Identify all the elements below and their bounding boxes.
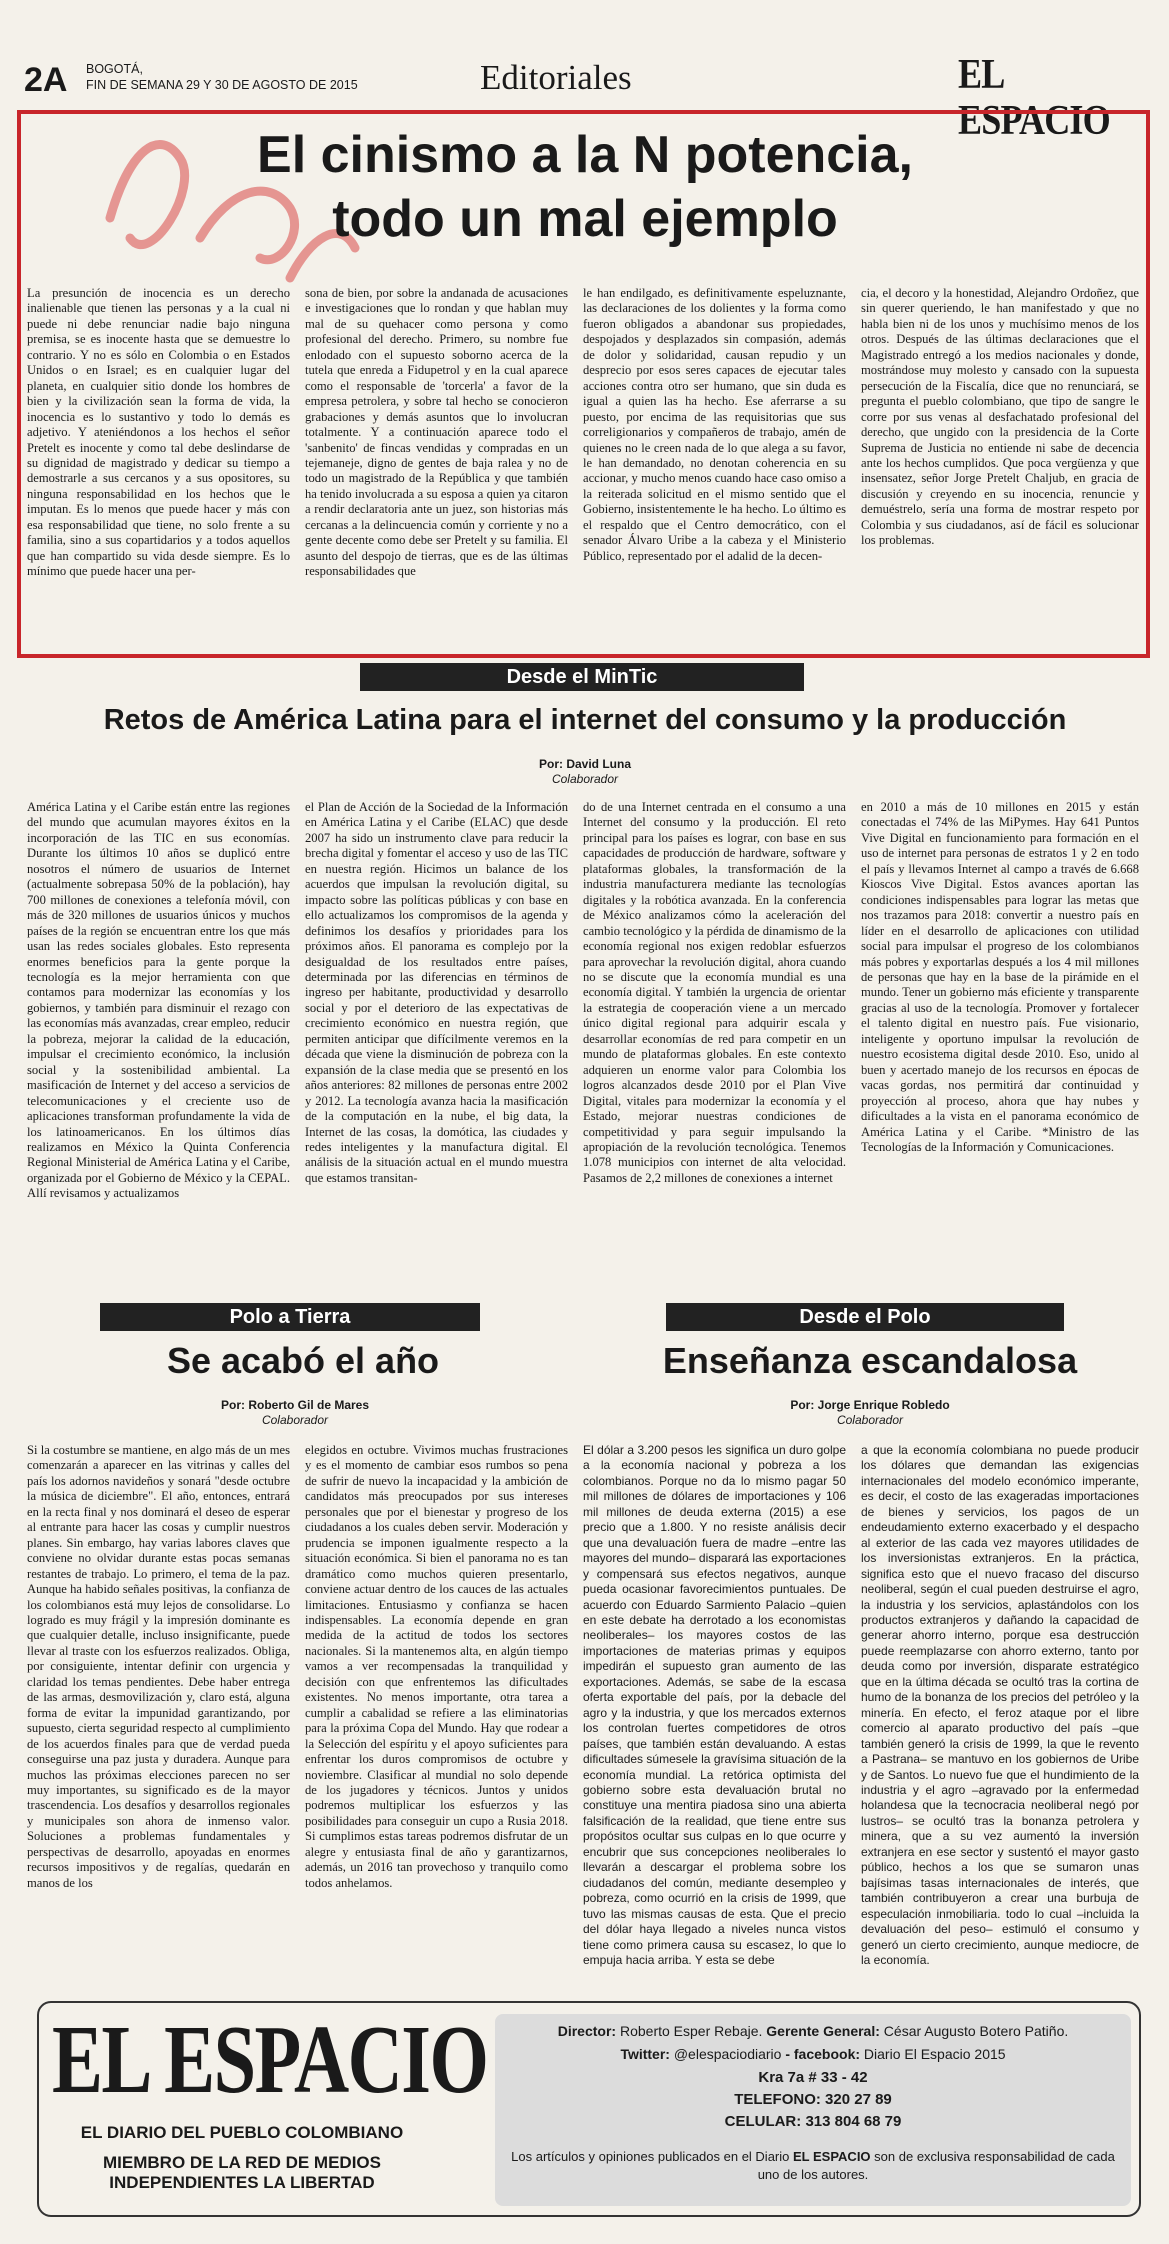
footer-address: Kra 7a # 33 - 42 — [758, 2069, 868, 2086]
footer-staff-line — [495, 2022, 1131, 2040]
mintic-column-2: el Plan de Acción de la Sociedad de la Información en América Latina y el Caribe (ELAC) que desde 2007 ha sido un instrumento clave para reducir la brecha digital y fomentar el acceso y uso de las TIC en nuestra región. Hicimos un balance de los acuerdos que impulsan la revolución digital, su impacto sobre las políticas públicas y con base en ello actualizamos los compromisos de la agenda y definimos los desafíos y prioridades para los próximos años. El panorama es complejo por la desigualdad de los resultados entre países, determinada por las diferencias en términos de ingreso per habitante, productividad y desarrollo social y por el deterioro de las expectativas de crecimiento económico en nuestra región, que permiten anticipar que difícilmente veremos en la década que viene la disminución de pobreza con la expansión de la clase media que se presentó en los años anteriores: 82 millones de personas entre 2002 y 2012. La tecnología avanza hacia la masificación de la computación en la nube, el big data, la Internet de las cosas, la domótica, las ciudades y redes inteligentes y la manufactura digital. El análisis de la situación actual en el mundo muestra que estamos transitan- — [305, 800, 568, 1185]
polo-tierra-kicker: Polo a Tierra — [100, 1303, 480, 1331]
twitter-label: Twitter: — [620, 2046, 670, 2062]
polo-column-1: El dólar a 3.200 pesos les significa un duro golpe a la economía nacional y pobreza a los colombianos. Porque no da lo mismo pagar 50 mil millones de dólares de importaciones y 106 mil millones de deuda externa (2015) a ese precio que a 1.800. Y no resiste análisis decir que una devaluación fuera de madre –entre las mayores del mundo– disparará las exportaciones y compensará sus efectos negativos, aunque pueda ocasionar favorecimientos puntuales. De acuerdo con Eduardo Sarmiento Palacio –quien en este debate ha derrotado a los economistas neoliberales– los mayores costos de las importaciones de materias primas y equipos impedirán el supuesto gran aumento de las exportaciones. Además, se sabe de la escasa oferta exportable del país, por la debacle del agro y la industria, y que los mercados externos los controlan fuertes competidores de otros países, que también están devaluando. A estas dificultades súmesele la gravísima situación de la economía mundial. La retórica optimista del gobierno sobre esta devaluación brutal no constituye una mentira piadosa sino una abierta falsificación de la realidad, que tiene entre sus propósitos ocultar sus culpas en lo que ocurre y encubrir que sus concepciones neoliberales lo llevarán a descargar el problema sobre los ciudadanos del común, mediante desempleo y pobreza, como ocurrió en la crisis de 1999, que tuvo las mismas causas de esta. Que el precio del dólar haya llegado a niveles nunca vistos tiene como primera causa su escasez, lo que lo empuja hacia arriba. Y esta se debe — [583, 1443, 846, 1967]
footer-member-line1: MIEMBRO DE LA RED DE MEDIOS — [103, 2153, 381, 2172]
mintic-byline — [485, 757, 685, 787]
editorial-column-4: cia, el decoro y la honestidad, Alejandro Ordoñez, que sin querer queriendo, le han manifestado y que no habla bien ni de los unos y muchísimo menos de los otros. Después de las últimas declaraciones que el Magistrado entregó a los medios nacionales y donde, mostrándose muy molesto y cansado con la supuesta persecución de la Fiscalía, dice que no renunciará, se pregunta el pueblo colombiano, que tipo de sangre le corre por sus venas al desfachatado profesional del derecho, que ungido con la presidencia de la Corte Suprema de Justicia no entiende ni sabe de decencia ante los hechos cumplidos. Que poca vergüenza y que insensatez, señor Jorge Pretelt Chaljub, en gracia de discusión y creyendo en su inocencia, renuncie y demuéstrelo, sería una forma de mostrar respeto por Colombia y sus ciudadanos, así de fácil es solucionar los problemas. — [861, 286, 1139, 548]
mintic-title: Retos de América Latina para el internet del consumo y la producción — [103, 704, 1067, 736]
editorial-title-line1: El cinismo a la N potencia, — [257, 126, 913, 184]
editorial-title-line2: todo un mal ejemplo — [332, 190, 838, 248]
polo-kicker: Desde el Polo — [666, 1303, 1064, 1331]
director-name: Roberto Esper Rebaje. — [619, 2023, 763, 2039]
phone-label: TELEFONO: — [734, 2091, 821, 2108]
facebook-page[interactable]: Diario El Espacio 2015 — [863, 2046, 1006, 2062]
mintic-column-1: América Latina y el Caribe están entre las regiones del mundo que acumulan mayores éxitos en la incorporación de las TIC en sus economías. Durante los últimos 10 años se duplicó entre nosotros el número de usuarios de Internet (actualmente sobrepasa 50% de la población), hay 700 millones de conexiones a telefonía móvil, con más de 320 millones de usuarios únicos y muchos países de la región se encuentran entre los que más usan las redes sociales globales. Esto representa enormes beneficios para la gente porque la tecnología es la mejor herramienta con que contamos para modernizar las economías y los gobiernos, y también para disminuir el rezago con las economías más avanzadas, crear empleo, reducir la pobreza, mejorar la calidad de la educación, impulsar el crecimiento económico, la inclusión social y la sostenibilidad ambiental. La masificación de Internet y del acceso a servicios de telecomunicaciones y el creciente uso de aplicaciones transforman profundamente la vida de los latinoamericanos. En los últimos días realizamos en México la Quinta Conferencia Regional Ministerial de América Latina y el Caribe, organizada por el Gobierno de México y la CEPAL. Allí revisamos y actualizamos — [27, 800, 290, 1201]
footer-member-line2: INDEPENDIENTES LA LIBERTAD — [109, 2173, 375, 2192]
director-label: Director: — [557, 2023, 617, 2039]
disclaimer-brand: EL ESPACIO — [793, 2149, 871, 2164]
footer-phone-line — [495, 2090, 1131, 2109]
editorial-column-3: le han endilgado, es definitivamente espeluznante, las declaraciones de los dolientes y la forma como fueron obligados a abandonar sus propiedades, despojados y desplazados sin compasión, además de dolor y solidaridad, causan repudio y un desprecio por esos seres capaces de ejecutar tales acciones contra otro ser humano, que sin duda es igual a quien las ha hecho. Ese aferrarse a su puesto, por encima de las requisitorias que sus correligionarios y compañeros de trabajo, amén de quienes no le creen nada de lo que alega a su favor, le han demandado, no denotan coherencia en su accionar, y mucho menos cuando hace caso omiso a la reiterada solicitud en el mismo sentido que el Gobierno, insistentemente le ha hecho. Lo último es el respaldo que el Centro democrático, con el senador Álvaro Uribe a la cabeza y el Ministerio Público, representado por el adalid de la decen- — [583, 286, 846, 563]
mintic-column-3: do de una Internet centrada en el consumo a una Internet del consumo y la producción. El reto principal para los países es lograr, con base en sus capacidades de producción de hardware, software y plataformas globales, la transformación de la industria manufacturera mediante las tecnologías digitales y la robótica avanzada. En la conferencia de México analizamos cómo la aceleración del cambio tecnológico y la pérdida de dinamismo de la economía regional nos exigen redoblar esfuerzos para aprovechar la revolución digital, ahora cuando no se discute que la economía mundial es una economía digital. Y también la urgencia de orientar la estrategia de cooperación viene a un mercado único digital regional para adquirir escala y desarrollar economías de red para competir en un mundo de plataformas globales. En este contexto adquieren un enorme valor para Colombia los logros alcanzados desde 2010 por el Plan Vive Digital, vitales para modernizar la economía y el Estado, mejorar nuestras condiciones de competitividad y para seguir impulsando la apropiación de la revolución tecnológica. Tenemos 1.078 municipios con internet de alta velocidad. Pasamos de 2,2 millones de conexiones a internet — [583, 800, 846, 1185]
header-date: FIN DE SEMANA 29 Y 30 DE AGOSTO DE 2015 — [86, 78, 358, 92]
mintic-byline-author: Por: David Luna — [538, 757, 631, 771]
polo-tierra-byline — [180, 1398, 410, 1428]
twitter-handle[interactable]: @elespaciodiario — [673, 2046, 782, 2062]
footer-disclaimer — [505, 2148, 1121, 2184]
disclaimer-post: son de exclusiva responsabilidad de cada uno de los autores. — [757, 2149, 1115, 2182]
mobile-number: 313 804 68 79 — [805, 2113, 902, 2130]
editorial-column-2: sona de bien, por sobre la andanada de acusaciones e investigaciones que lo rondan y que hablan muy mal de su quehacer como persona y como profesional del derecho. Primero, su nombre fue enlodado con el supuesto soborno acerca de la tutela que enreda a Fidupetrol y en la cual aparece como el responsable de 'torcerla' a favor de la empresa petrolera, y sobre tal hecho se conocieron grabaciones y demás asuntos que lo involucran totalmente. Y a continuación aparece todo el 'sanbenito' de fincas vendidas y compradas en un tejemaneje, digno de gentes de baja ralea y no de todo un magistrado de la República y que también ha tenido involucrada a su esposa a quien ya citaron a rendir declaratoria ante un juez, son historias más cercanas a la delincuencia común y corriente y no a gente decente como debe ser Pretelt y su familia. El asunto del despojo de tierras, que es de las últimas responsabilidades que — [305, 286, 568, 579]
polo-tierra-column-1: Si la costumbre se mantiene, en algo más de un mes comenzarán a aparecer en las vitrinas y calles del país los adornos navideños y sonará "desde octubre la música de diciembre". El año, entonces, entrará en la recta final y nos dominará el deseo de esperar al entrante para hacer las cosas y cumplir nuestros planes. Sin embargo, hay varias labores claves que conviene no olvidar durante estas pocas semanas restantes de trabajo. Lo primero, el tema de la paz. Aunque ha habido señales positivas, la confianza de los colombianos está muy lejos de consolidarse. Lo logrado es muy frágil y la impresión dominante es que cualquier detalle, incluso insignificante, puede llevar al traste con los esfuerzos realizados. Obliga, por consiguiente, intentar definir con urgencia y claridad los temas pendientes. Debe haber entrega de las armas, desmovilización y, claro está, alguna forma de evitar la impunidad garantizando, por supuesto, cierta seguridad respecto al cumplimiento de los acuerdos finales para que de verdad pueda conseguirse una paz justa y duradera. Aunque para muchos las próximas elecciones parecen no ser muy importantes, su significado es de la mayor trascendencia. Los desafíos y desarrollos regionales y municipales son ahora de inmenso valor. Soluciones a problemas fundamentales y perspectivas de desarrollo, apoyadas en enormes recursos impositivos y de regalías, quedarán en manos de los — [27, 1443, 290, 1890]
polo-byline-role: Colaborador — [836, 1413, 904, 1427]
polo-byline-author: Por: Jorge Enrique Robledo — [790, 1398, 950, 1412]
footer-social-line — [495, 2045, 1131, 2063]
polo-byline — [750, 1398, 990, 1428]
footer-tagline: EL DIARIO DEL PUEBLO COLOMBIANO — [80, 2123, 404, 2142]
footer-logo: EL ESPACIO — [52, 2006, 488, 2114]
facebook-label: - facebook: — [785, 2046, 861, 2062]
disclaimer-pre: Los artículos y opiniones publicados en el Diario — [511, 2149, 790, 2164]
mintic-kicker: Desde el MinTic — [360, 663, 804, 691]
polo-title: Enseñanza escandalosa — [662, 1340, 1078, 1381]
masthead-logo: EL ESPACIO — [958, 52, 1110, 144]
section-title: Editoriales — [480, 58, 632, 97]
page-number: 2A — [24, 61, 68, 99]
mobile-label: CELULAR: — [724, 2113, 802, 2130]
mintic-column-4: en 2010 a más de 10 millones en 2015 y están conectadas el 74% de las MiPymes. Hay 641 Puntos Vive Digital en funcionamiento para formación en el uso de internet para personas de estratos 1 y 2 en todo el país y llevamos Internet al campo a través de 6.668 Kioscos Vive Digital. Estos avances aportan las condiciones indispensables para lograr las metas que nos trazamos para 2018: convertir a nuestro país en líder en el desarrollo de aplicaciones con utilidad social para impulsar el progreso de los colombianos más pobres y exportarlas después a los 4 mil millones de personas que hay en la base de la pirámide en el mundo. Tener un gobierno más eficiente y transparente gracias al uso de la tecnología. Promover y fortalecer el talento digital en nuestro país. Fue visionario, inteligente y oportuno impulsar la revolución de nuestro ecosistema digital desde 2010. Eso, unido al buen y acertado manejo de los recursos en épocas de vacas gordas, nos permitirá dar continuidad y proyección al proceso, ahora que hay nubes y dificultades a la vista en el panorama económico de América Latina y el Caribe. *Ministro de las Tecnologías de la Información y Comunicaciones. — [861, 800, 1139, 1154]
polo-column-2: a que la economía colombiana no puede producir los dólares que demandan las exigencias internacionales del modelo económico imperante, es decir, el costo de las exageradas importaciones de bienes y servicios, los pagos de un endeudamiento externo exacerbado y el despacho al exterior de las cada vez mayores utilidades de los inversionistas extranjeros. En la práctica, significa esto que el nuevo fracaso del discurso neoliberal, según el cual pueden destruirse el agro, la industria y los servicios, aplastándolos con los productos extranjeros y dañando la capacidad de generar ahorro interno, porque esa destrucción puede reemplazarse con ahorro externo, tanto por deuda como por inversión, disparate estratégico que en la última década se ocultó tras la cortina de humo de la bonanza de los precios del petróleo y la minería. En efecto, el feroz ataque por el libre comercio al aparato productivo del país –que también generó la crisis de 1999, la que le revento a Pastrana– se mantuvo en los gobiernos de Uribe y de Santos. Lo nuevo fue que el hundimiento de la industria y el agro –agravado por la enfermedad holandesa que la tecnocracia neoliberal negó por lustros– se ocultó tras la bonanza petrolera y minera, que a su vez aumentó la inversión extranjera en ese sector y sustentó el mayor gasto público, hechos a los que se sumaron unas bajísimas tasas internacionales de interés, que también contribuyeron a crear una burbuja de especulación inmobiliaria. todo lo cual –incluida la devaluación del peso– estimuló el consumo y generó un cierto crecimiento, aunque mediocre, de la economía. — [861, 1443, 1139, 1967]
mintic-byline-role: Colaborador — [551, 772, 619, 786]
header-city: BOGOTÁ, — [86, 62, 143, 76]
editorial-column-1: La presunción de inocencia es un derecho inalienable que tienen las personas y a la cual ni puede ni debe renunciar nadie bajo ninguna premisa, se es inocente hasta que se demuestre lo contrario. Y no es sólo en Colombia o en Estados Unidos o en Israel; es en cualquier lugar del planeta, en cualquier sitio donde los hombres de bien y la civilización sean la forma de vida, la inocencia es lo sustantivo y todo lo demás es adjetivo. Y ateniéndonos a los hechos el señor Pretelt es inocente y como tal debe deslindarse de su dignidad de magistrado y dedicar su tiempo a demostrarle a sus cercanos y a sus opositores, su ninguna responsabilidad en los hechos que le imputan. Es lo menos que puede hacer y más con esa responsabilidad que tiene, no solo frente a su familia, sino a sus copartidarios y a todos aquellos que han compartido su vida desde siempre. Es lo mínimo que puede hacer una per- — [27, 286, 290, 579]
manager-label: Gerente General: — [766, 2023, 880, 2039]
polo-tierra-column-2: elegidos en octubre. Vivimos muchas frustraciones y es el momento de cambiar esos rumbos so pena de sufrir de nuevo la incapacidad y la ambición de candidatos más preocupados por sus intereses personales que por el bienestar y progreso de los ciudadanos a los cuales deben servir. Moderación y prudencia se imponen igualmente respecto a la situación económica. Si bien el panorama no es tan dramático como muchos quieren presentarlo, conviene actuar dentro de los cauces de las actuales limitaciones. Entusiasmo y confianza se hacen indispensables. La economía depende en gran medida de la actitud de todos los sectores nacionales. Si la mantenemos alta, en algún tiempo vamos a ver recompensadas la tranquilidad y decisión con que enfrentemos las dificultades existentes. No menos importante, otra tarea a cumplir a cabalidad se refiere a las eliminatorias para la próxima Copa del Mundo. Hay que rodear a la Selección del espíritu y el apoyo suficientes para enfrentar los duros compromisos de octubre y noviembre. Clasificar al mundial no solo depende de los jugadores y técnicos. Juntos y unidos podremos multiplicar los esfuerzos y las posibilidades para conseguir un cupo a Rusia 2018. Si cumplimos estas tareas podremos disfrutar de un alegre y entusiasta final de año y garantizarnos, además, un 2016 tan provechoso y tranquilo como todos anhelamos. — [305, 1443, 568, 1890]
polo-tierra-byline-role: Colaborador — [261, 1413, 329, 1427]
polo-tierra-byline-author: Por: Roberto Gil de Mares — [220, 1398, 370, 1412]
phone-number: 320 27 89 — [825, 2091, 892, 2108]
footer-mobile-line — [495, 2112, 1131, 2131]
polo-tierra-title: Se acabó el año — [166, 1340, 440, 1381]
manager-name: César Augusto Botero Patiño. — [883, 2023, 1069, 2039]
